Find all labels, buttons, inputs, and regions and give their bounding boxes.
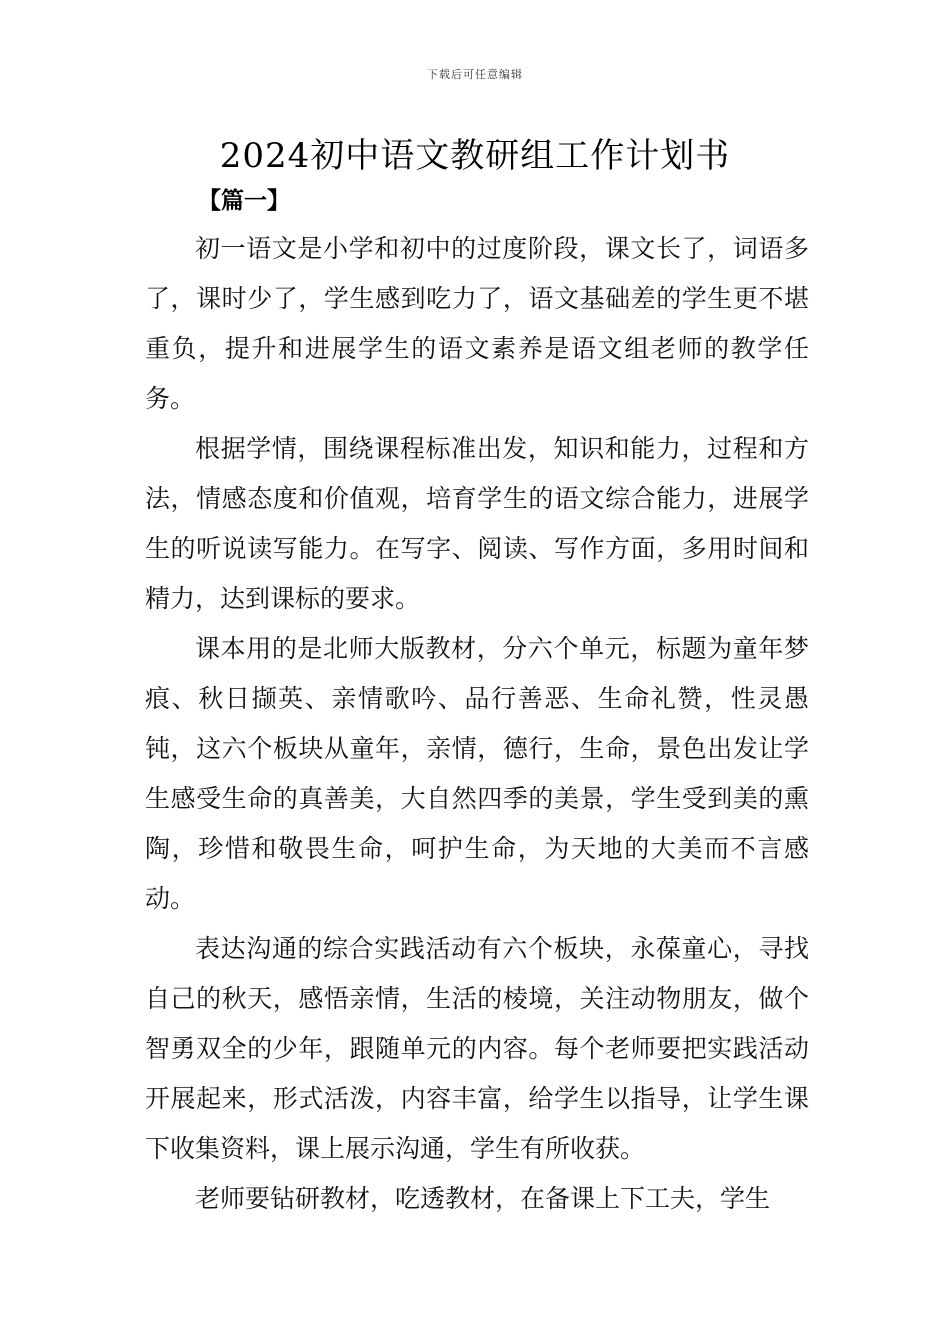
document-title: 2024初中语文教研组工作计划书 <box>219 136 731 176</box>
paragraph-3: 课本用的是北师大版教材，分六个单元，标题为童年梦痕、秋日撷英、亲情歌吟、品行善恶、生命礼赞，性灵愚钝，这六个板块从童年，亲情，德行，生命，景色出发让学生感受生命的真善美，大自然四季的美景，学生受到美的熏陶，珍惜和敬畏生命，呵护生命，为天地的大美而不言感动。 <box>145 634 809 913</box>
header-note: 下载后可任意编辑 <box>427 68 523 81</box>
paragraph-5: 老师要钻研教材，吃透教材，在备课上下工夫，学生 <box>195 1184 771 1213</box>
paragraph-1: 初一语文是小学和初中的过度阶段，课文长了，词语多了，课时少了，学生感到吃力了，语文基础差的学生更不堪重负，提升和进展学生的语文素养是语文组老师的教学任务。 <box>145 234 809 413</box>
paragraph-4: 表达沟通的综合实践活动有六个板块，永葆童心，寻找自己的秋天，感悟亲情，生活的棱境，关注动物朋友，做个智勇双全的少年，跟随单元的内容。每个老师要把实践活动开展起来，形式活泼，内容丰富，给学生以指导，让学生课下收集资料，课上展示沟通，学生有所收获。 <box>145 934 809 1163</box>
paragraph-2: 根据学情，围绕课程标准出发，知识和能力，过程和方法，情感态度和价值观，培育学生的语文综合能力，进展学生的听说读写能力。在写字、阅读、写作方面，多用时间和精力，达到课标的要求。 <box>145 434 809 613</box>
section-label: 【篇一】 <box>198 187 290 214</box>
document-body <box>145 224 809 1224</box>
